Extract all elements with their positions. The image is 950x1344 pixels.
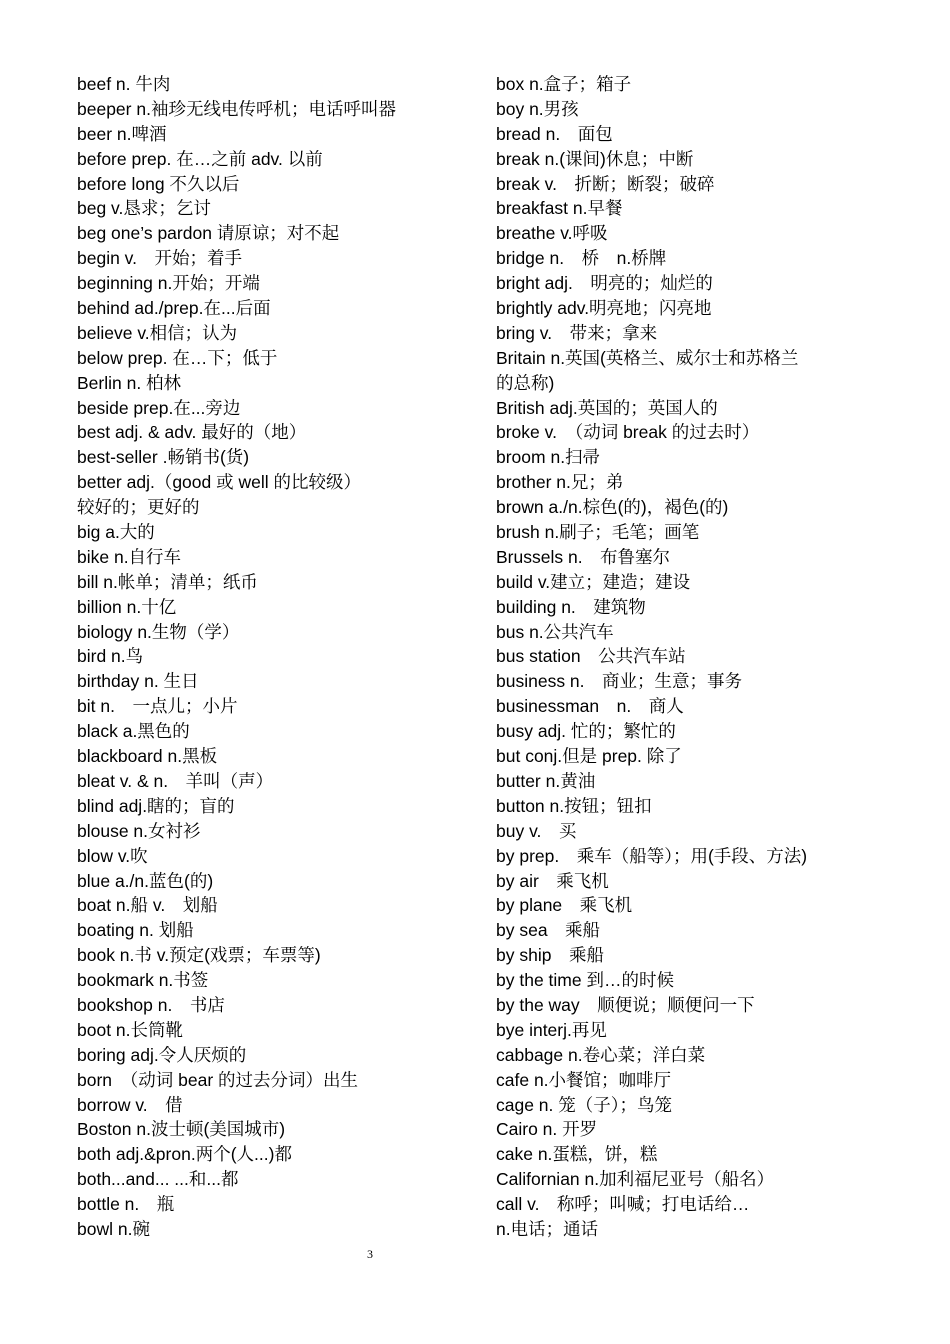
vocabulary-entry: blow v.吹 <box>77 845 148 866</box>
vocabulary-entry: bookmark n.书签 <box>77 970 209 991</box>
vocabulary-entry: boating n. 划船 <box>77 920 194 941</box>
vocabulary-entry: blue a./n.蓝色(的) <box>77 870 214 891</box>
vocabulary-entry: behind ad./prep.在...后面 <box>77 298 271 319</box>
vocabulary-entry: believe v.相信；认为 <box>77 322 238 343</box>
vocabulary-entry: biology n.生物（学） <box>77 621 240 642</box>
vocabulary-entry: button n.按钮；钮扣 <box>496 795 652 816</box>
vocabulary-entry: 的总称) <box>496 372 555 393</box>
vocabulary-entry: build v.建立；建造；建设 <box>496 571 691 592</box>
vocabulary-entry: both adj.&pron.两个(人...)都 <box>77 1144 292 1165</box>
vocabulary-entry: beginning n.开始；开端 <box>77 273 260 294</box>
vocabulary-entry: Boston n.波士顿(美国城市) <box>77 1119 286 1140</box>
vocabulary-entry: cake n.蛋糕，饼，糕 <box>496 1144 658 1165</box>
vocabulary-entry: building n. 建筑物 <box>496 596 646 617</box>
vocabulary-entry: best-seller .畅销书(货) <box>77 447 250 468</box>
vocabulary-entry: bowl n.碗 <box>77 1218 150 1239</box>
vocabulary-entry: cabbage n.卷心菜；洋白菜 <box>496 1044 706 1065</box>
page-number: 3 <box>367 1247 373 1261</box>
vocabulary-entry: breathe v.呼吸 <box>496 223 608 244</box>
vocabulary-entry: beside prep.在...旁边 <box>77 397 241 418</box>
vocabulary-entry: begin v. 开始；着手 <box>77 248 242 269</box>
vocabulary-entry: Britain n.英国(英格兰、威尔士和苏格兰 <box>496 347 799 368</box>
vocabulary-entry: brush n.刷子；毛笔；画笔 <box>496 522 700 543</box>
vocabulary-entry: bit n. 一点儿；小片 <box>77 696 238 717</box>
vocabulary-entry: 较好的；更好的 <box>77 497 200 518</box>
vocabulary-entry: billion n.十亿 <box>77 596 177 617</box>
vocabulary-entry: blouse n.女衬衫 <box>77 820 201 841</box>
vocabulary-entry: Brussels n. 布鲁塞尔 <box>496 546 671 567</box>
vocabulary-entry: n.电话；通话 <box>496 1218 599 1239</box>
vocabulary-entry: by the time 到…的时候 <box>496 970 674 991</box>
vocabulary-entry: cage n. 笼（子）；鸟笼 <box>496 1094 673 1115</box>
vocabulary-entry: big a.大的 <box>77 522 155 543</box>
vocabulary-entry: below prep. 在…下；低于 <box>77 347 278 368</box>
vocabulary-entry: bookshop n. 书店 <box>77 994 225 1015</box>
vocabulary-entry: by sea 乘船 <box>496 920 601 941</box>
vocabulary-entry: book n.书 v.预定(戏票；车票等) <box>77 945 321 966</box>
vocabulary-entry: Cairo n. 开罗 <box>496 1119 598 1140</box>
vocabulary-entry: before long 不久以后 <box>77 173 240 194</box>
vocabulary-entry: business n. 商业；生意；事务 <box>496 671 743 692</box>
vocabulary-entry: busy adj. 忙的；繁忙的 <box>496 721 676 742</box>
vocabulary-entry: broom n.扫帚 <box>496 447 601 468</box>
vocabulary-entry: boring adj.令人厌烦的 <box>77 1044 247 1065</box>
vocabulary-entry: bleat v. & n. 羊叫（声） <box>77 770 274 791</box>
vocabulary-entry: butter n.黄油 <box>496 770 596 791</box>
vocabulary-column-left <box>77 72 482 1242</box>
vocabulary-entry: before prep. 在…之前 adv. 以前 <box>77 148 323 169</box>
vocabulary-entry: businessman n. 商人 <box>496 696 684 717</box>
vocabulary-entry: breakfast n.早餐 <box>496 198 623 219</box>
vocabulary-entry: boat n.船 v. 划船 <box>77 895 218 916</box>
vocabulary-entry: black a.黑色的 <box>77 721 190 742</box>
vocabulary-entry: by the way 顺便说；顺便问一下 <box>496 994 755 1015</box>
vocabulary-entry: bread n. 面包 <box>496 123 613 144</box>
vocabulary-entry: cafe n.小餐馆；咖啡厅 <box>496 1069 672 1090</box>
vocabulary-entry: by ship 乘船 <box>496 945 604 966</box>
vocabulary-entry: beeper n.袖珍无线电传呼机；电话呼叫器 <box>77 98 396 119</box>
vocabulary-entry: blind adj.瞎的；盲的 <box>77 795 235 816</box>
vocabulary-entry: best adj. & adv. 最好的（地） <box>77 422 307 443</box>
vocabulary-entry: bus n.公共汽车 <box>496 621 614 642</box>
vocabulary-entry: call v. 称呼；叫喊；打电话给… <box>496 1194 750 1215</box>
vocabulary-entry: birthday n. 生日 <box>77 671 199 692</box>
vocabulary-entry: bird n.鸟 <box>77 646 144 667</box>
vocabulary-entry: but conj.但是 prep. 除了 <box>496 746 682 767</box>
vocabulary-entry: better adj.（good 或 well 的比较级） <box>77 472 361 493</box>
vocabulary-entry: brown a./n.棕色(的)，褐色(的) <box>496 497 729 518</box>
vocabulary-entry: borrow v. 借 <box>77 1094 183 1115</box>
vocabulary-entry: by plane 乘飞机 <box>496 895 633 916</box>
vocabulary-entry: British adj.英国的；英国人的 <box>496 397 718 418</box>
vocabulary-entry: by air 乘飞机 <box>496 870 609 891</box>
vocabulary-entry: broke v. （动词 break 的过去时） <box>496 422 760 443</box>
vocabulary-entry: boy n.男孩 <box>496 98 579 119</box>
vocabulary-entry: bring v. 带来；拿来 <box>496 322 658 343</box>
vocabulary-column-right <box>496 72 876 1242</box>
vocabulary-entry: bus station 公共汽车站 <box>496 646 686 667</box>
vocabulary-entry: bike n.自行车 <box>77 546 182 567</box>
vocabulary-entry: buy v. 买 <box>496 820 577 841</box>
vocabulary-entry: brother n.兄；弟 <box>496 472 624 493</box>
vocabulary-entry: break n.(课间)休息；中断 <box>496 148 694 169</box>
vocabulary-entry: beer n.啤酒 <box>77 123 167 144</box>
vocabulary-entry: by prep. 乘车（船等）；用(手段、方法) <box>496 845 808 866</box>
vocabulary-entry: boot n.长筒靴 <box>77 1019 184 1040</box>
vocabulary-entry: bottle n. 瓶 <box>77 1194 175 1215</box>
vocabulary-entry: born （动词 bear 的过去分词）出生 <box>77 1069 359 1090</box>
vocabulary-entry: box n.盒子；箱子 <box>496 74 632 94</box>
vocabulary-entry: Californian n.加利福尼亚号（船名） <box>496 1169 775 1190</box>
vocabulary-entry: beef n. 牛肉 <box>77 74 171 94</box>
vocabulary-entry: bridge n. 桥 n.桥牌 <box>496 248 667 269</box>
vocabulary-entry: brightly adv.明亮地；闪亮地 <box>496 298 712 319</box>
vocabulary-entry: blackboard n.黑板 <box>77 746 218 767</box>
vocabulary-entry: beg v.恳求；乞讨 <box>77 198 211 219</box>
vocabulary-entry: both...and... ...和...都 <box>77 1169 239 1190</box>
vocabulary-entry: bye interj.再见 <box>496 1019 607 1040</box>
vocabulary-entry: Berlin n. 柏林 <box>77 372 182 393</box>
vocabulary-entry: break v. 折断；断裂；破碎 <box>496 173 715 194</box>
vocabulary-entry: bright adj. 明亮的；灿烂的 <box>496 273 713 294</box>
vocabulary-entry: bill n.帐单；清单；纸币 <box>77 571 258 592</box>
vocabulary-entry: beg one’s pardon 请原谅；对不起 <box>77 223 340 244</box>
